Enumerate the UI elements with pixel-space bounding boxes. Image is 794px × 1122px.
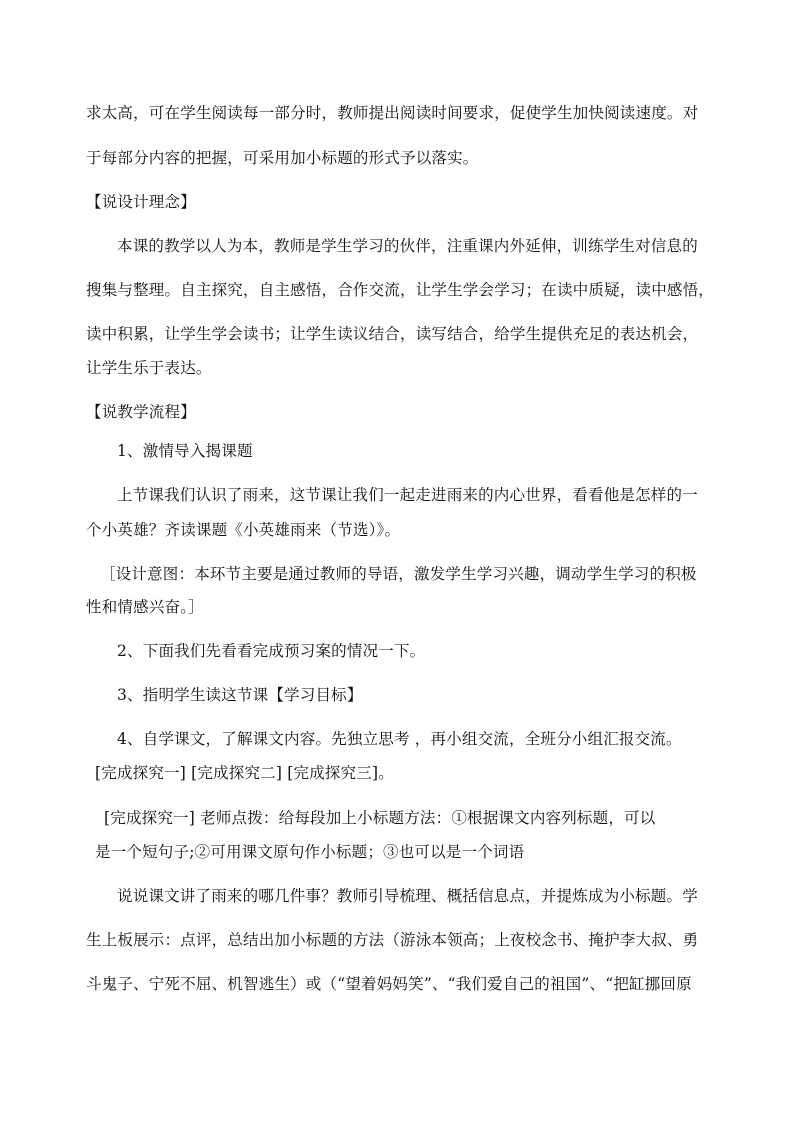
section-heading-design-concept: 【说设计理念】: [86, 193, 196, 211]
step-2: 2、下面我们先看看完成预习案的情况一下。: [117, 642, 426, 660]
section-heading-teaching-process: 【说教学流程】: [86, 403, 196, 421]
text-line-7: 让学生乐于表达。: [86, 359, 212, 377]
text-line-13: 性和情感兴奋。］: [86, 598, 204, 616]
text-line-20: 说说课文讲了雨来的哪几件事？教师引导梳理、概括信息点，并提炼成为小标题。学: [117, 887, 698, 905]
step-1: 1、激情导入揭课题: [117, 442, 253, 460]
text-line-22: 斗鬼子、宁死不屈、机智逃生）或（“望着妈妈笑”、“我们爱自己的祖国”、“把缸挪回原: [86, 975, 692, 993]
design-intent-note: ［设计意图：本环节主要是通过教师的导语，激发学生学习兴趣，调动学生学习的积极: [100, 565, 697, 583]
step-3: 3、指明学生读这节课【学习目标】: [117, 686, 363, 704]
text-line-19: 是一个短句子;②可用课文原句作小标题；③也可以是一个词语: [95, 843, 525, 861]
text-line-5: 搜集与整理。自主探究，自主感悟，合作交流，让学生学会学习；在读中质疑，读中感悟，: [86, 281, 715, 299]
text-line-21: 生上板展示：点评，总结出加小标题的方法（游泳本领高；上夜校念书、掩护李大叔、勇: [86, 931, 699, 949]
text-line-11: 个小英雄？齐读课题《小英雄雨来（节选）》。: [86, 521, 401, 539]
text-line-10: 上节课我们认识了雨来，这节课让我们一起走进雨来的内心世界，看看他是怎样的一: [117, 486, 698, 504]
text-line-2: 于每部分内容的把握，可采用加小标题的形式予以落实。: [86, 149, 479, 167]
text-line-4: 本课的教学以人为本，教师是学生学习的伙伴，注重课内外延伸，训练学生对信息的: [117, 237, 698, 255]
step-4: 4、自学课文，了解课文内容。先独立思考 ，再小组交流，全班分小组汇报交流。: [117, 730, 682, 748]
explore-tasks: [完成探究一] [完成探究二] [完成探究三]。: [95, 764, 394, 782]
text-line-1: 求太高，可在学生阅读每一部分时，教师提出阅读时间要求，促使学生加快阅读速度。对: [86, 104, 699, 122]
explore-one-tip: [完成探究一] 老师点拨：给每段加上小标题方法：①根据课文内容列标题，可以: [104, 809, 656, 827]
text-line-6: 读中积累，让学生学会读书；让学生读议结合，读写结合，给学生提供充足的表达机会，: [86, 325, 699, 343]
